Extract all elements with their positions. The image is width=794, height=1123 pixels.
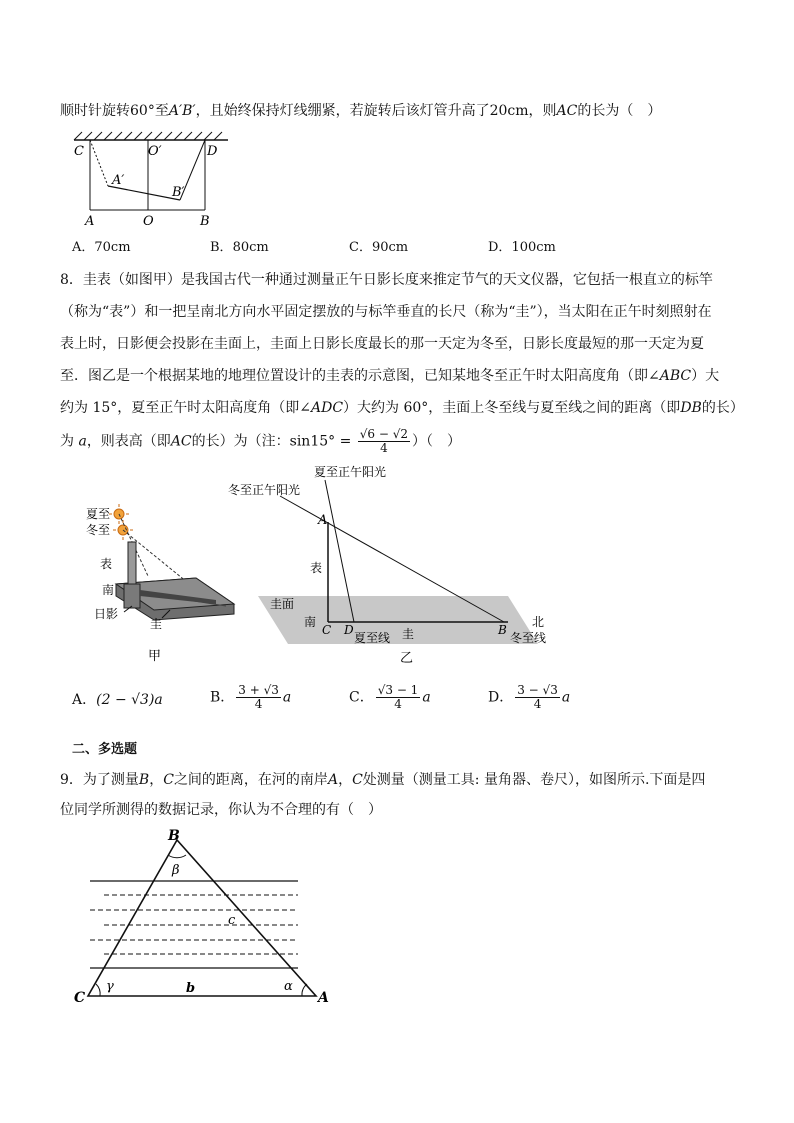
label-q9-c: C [74, 990, 86, 1006]
q7-text-c: ，且始终保持灯线绷紧，若旋转后该灯管升高了 [195, 103, 490, 119]
ceiling-hatch [74, 132, 222, 140]
label-yi-a: A [318, 513, 328, 528]
label-q9-c-side: c [228, 913, 236, 928]
seg-ac: AC [170, 433, 192, 450]
label-yi-d: D [344, 623, 354, 637]
label-beta: β [172, 863, 180, 878]
q8-line4: 至．图乙是一个根据某地的地理位置设计的圭表的示意图，已知某地冬至正午时太阳高度角（即∠ABC）大 [60, 368, 720, 384]
label-summer: 夏至 [86, 507, 111, 521]
guimian-plane [258, 596, 538, 644]
var-a: a [78, 433, 87, 450]
fig-jia [66, 496, 246, 664]
label-c: C [74, 144, 84, 159]
label-b2: B′ [172, 185, 185, 200]
label-b: B [200, 214, 210, 229]
q7-var-ac: AC [556, 103, 578, 119]
label-biao: 表 [100, 557, 113, 571]
river-lines [90, 881, 298, 968]
label-summer-light: 夏至正午阳光 [314, 465, 387, 479]
label-summer-line: 夏至线 [354, 631, 391, 645]
seg-db: DB [680, 400, 702, 416]
label-yi-gui: 圭 [402, 627, 415, 641]
q7-text-e: ，则 [528, 103, 557, 119]
label-bei: 北 [532, 615, 545, 629]
label-riying: 日影 [94, 607, 119, 621]
label-o: O [143, 214, 154, 229]
label-q9-a: A [318, 990, 329, 1006]
q7-value: 20cm [489, 103, 529, 119]
label-alpha: α [284, 979, 293, 994]
label-a2: A′ [112, 173, 125, 188]
label-gamma: γ [106, 979, 114, 994]
q7-stem [60, 101, 661, 121]
label-yi-b: B [498, 623, 507, 637]
triangle-abc [88, 840, 316, 996]
q8-option-d[interactable]: D． $\frac{3 - √3}{4}$ a [488, 683, 571, 711]
label-nan: 南 [102, 583, 115, 597]
q8-option-b[interactable]: B． $\frac{3 + √3}{4}$ a [210, 683, 292, 711]
label-yi-nan: 南 [304, 615, 317, 629]
fig-yi [228, 462, 558, 666]
angle-abc: ∠ABC [648, 368, 692, 384]
label-yi-c: C [322, 623, 332, 637]
label-winter: 冬至 [86, 523, 111, 537]
label-d: D [207, 144, 218, 159]
angle-adc: ∠ADC [299, 400, 344, 416]
arc-beta [168, 855, 186, 858]
label-yi-biao: 表 [310, 561, 323, 575]
q8-line3: 表上时，日影便会投影在圭面上，圭面上日影长度最长的那一天定为冬至，日影长度最短的那一天定为夏 [60, 336, 704, 352]
caption-jia: 甲 [148, 649, 162, 664]
q9-river-figure [70, 826, 340, 1012]
q9-line1: 9．为了测量B，C之间的距离，在河的南岸A，C处测量（测量工具: 量角器、卷尺），如图所示.下面是四 [60, 772, 706, 788]
q8-option-c[interactable]: C． $\frac{√3 - 1}{4}$ a [349, 683, 431, 711]
q8-line1: 8．圭表（如图甲）是我国古代一种通过测量正午日影长度来推定节气的天文仪器，它包括一根直立的标竿 [60, 272, 713, 288]
q7-option-b[interactable]: B．80cm [210, 240, 269, 255]
q8-line5: 约为 15°，夏至正午时太阳高度角（即∠ADC）大约为 60°，圭面上冬至线与夏至线之间的距离（即DB的长） [60, 400, 744, 416]
label-o2: O′ [148, 144, 162, 159]
q7-option-d[interactable]: D．100cm [488, 240, 556, 255]
label-guimian: 圭面 [270, 597, 295, 611]
label-winter-light: 冬至正午阳光 [228, 483, 301, 497]
q8-option-a[interactable]: A．(2 − √3)a [72, 692, 163, 708]
q9-line2: 位同学所测得的数据记录，你认为不合理的有（ ） [60, 802, 382, 818]
arc-gamma [96, 984, 100, 996]
q7-lamp-figure [60, 128, 240, 230]
cord-ca2 [90, 140, 108, 186]
q7-option-a[interactable]: A．70cm [72, 240, 131, 255]
label-gui: 圭 [150, 617, 163, 631]
biao-pole [128, 542, 136, 588]
label-a: A [85, 214, 95, 229]
q7-text-a: 顺时针旋转60°至 [60, 103, 169, 119]
caption-yi: 乙 [400, 651, 414, 666]
q7-text-g: 的长为（ ） [577, 103, 662, 119]
biao-foot [124, 584, 140, 608]
q8-line2: （称为“表”）和一把呈南北方向水平固定摆放的与标竿垂直的长尺（称为“圭”），当太阳在正午时刻照射在 [60, 304, 712, 320]
lamp-a2b2 [108, 186, 180, 200]
q7-option-c[interactable]: C．90cm [349, 240, 409, 255]
label-q9-b: B [168, 828, 180, 844]
q8-line6: 为 a，则表高（即AC的长）为（注：sin15° = $\frac{√6 - √2}{4}$ ）（ ） [60, 427, 462, 455]
sin15-fraction: $\frac{√6 - √2}{4}$ [359, 427, 409, 455]
q7-var-ab: A′B′ [168, 103, 196, 119]
label-q9-b-side: b [186, 981, 196, 996]
section-multi-choice: 二、多选题 [72, 742, 138, 757]
label-winter-line: 冬至线 [510, 631, 547, 645]
